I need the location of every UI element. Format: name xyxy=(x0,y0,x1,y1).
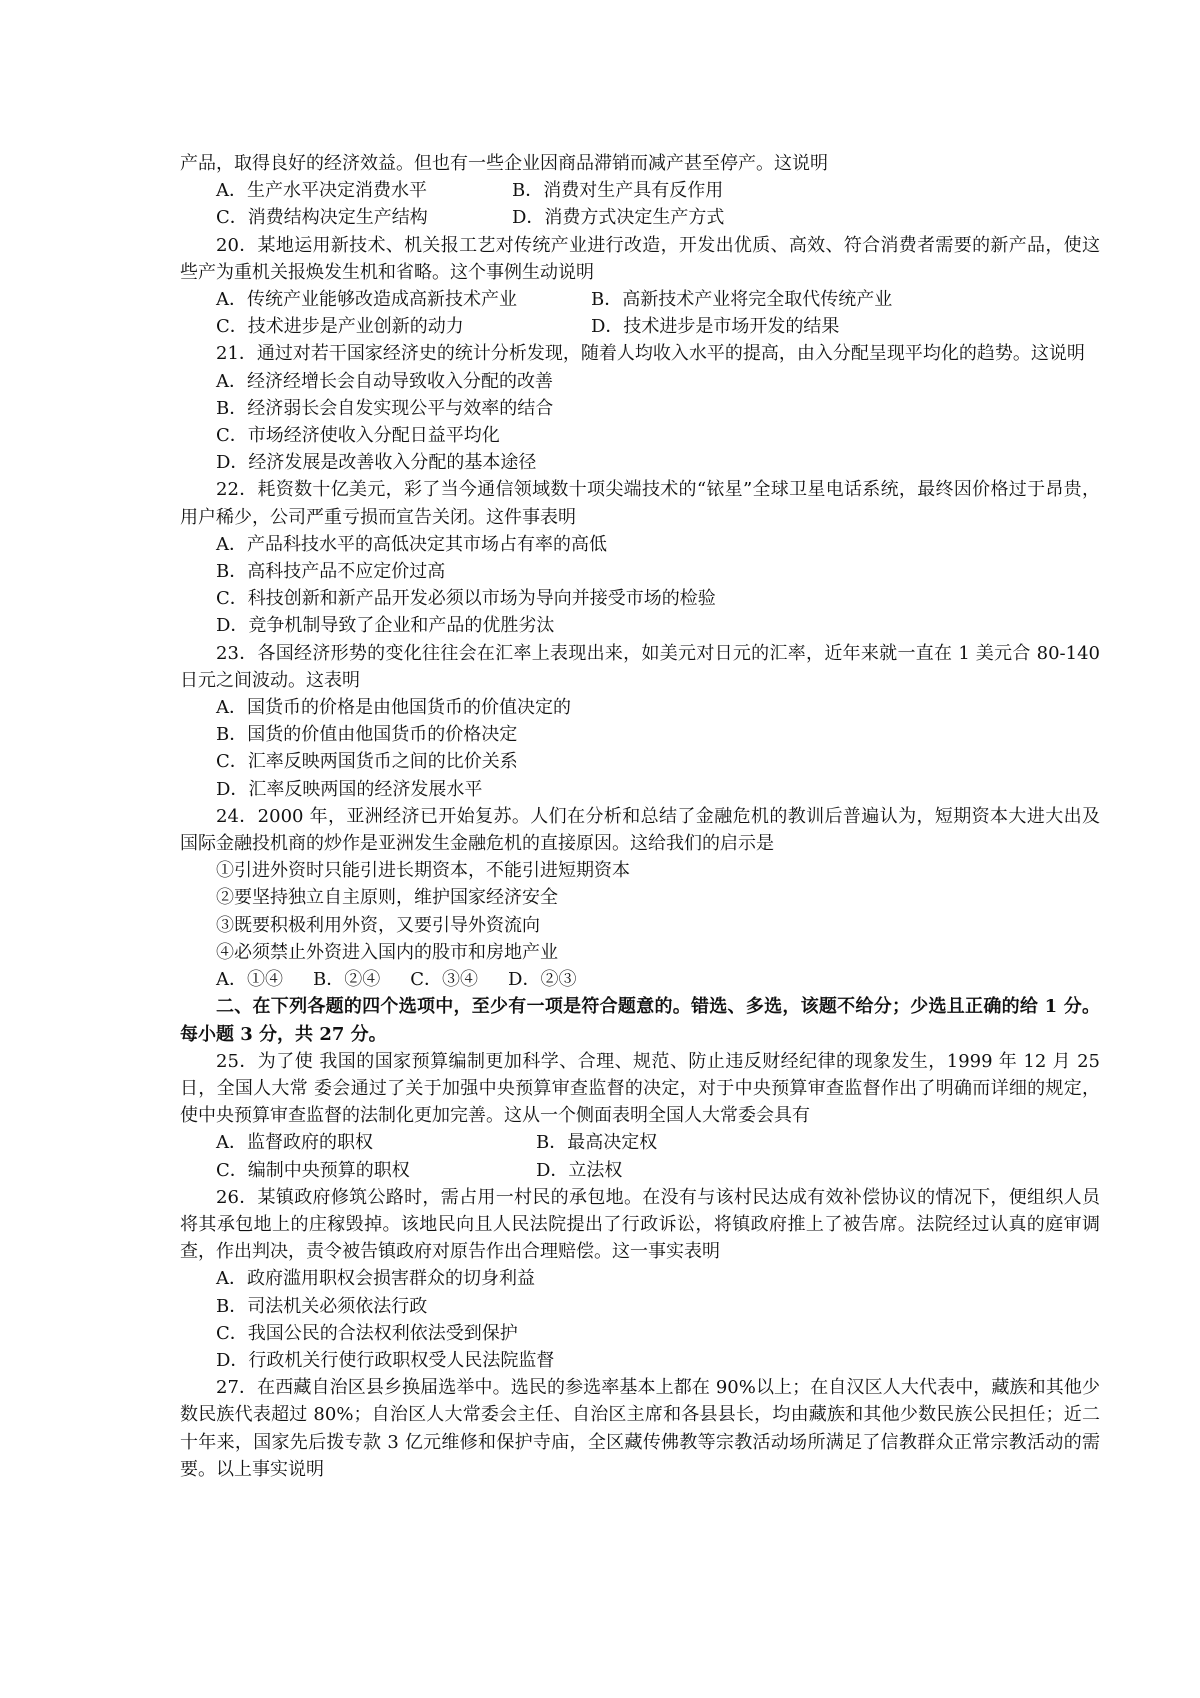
q26-stem: 26．某镇政府修筑公路时，需占用一村民的承包地。在没有与该村民达成有效补偿协议的情况下，便组织人员将其承包地上的庄稼毁掉。该地民向且人民法院提出了行政诉讼，将镇政府推上了被告席。法院经过认真的庭审调查，作出判决，责令被告镇政府对原告作出合理赔偿。这一事实表明 xyxy=(180,1186,1100,1263)
q19-options-row-1 xyxy=(180,177,1100,204)
q27-stem: 27．在西藏自治区县乡换届选举中。选民的参选率基本上都在 90%以上；在自汉区人大代表中，藏族和其他少数民族代表超过 80%；自治区人大常委会主任、自治区主席和各县县长，均由藏族和其他少数民族公民担任；近二十年来，国家先后拨专款 3 亿元维修和保护寺庙，全区藏传佛教等宗教活动场所满足了信教群众正常宗教活动的需要。以上事实说明 xyxy=(180,1377,1100,1480)
q19-options-row-2 xyxy=(180,204,1100,231)
q24-option-d: D．②③ xyxy=(508,969,577,991)
q24-statement-2: ②要坚持独立自主原则，维护国家经济安全 xyxy=(216,887,558,909)
q20-option-a: A．传统产业能够改造成高新技术产业 xyxy=(216,289,517,311)
q21-option-c: C．市场经济使收入分配日益平均化 xyxy=(216,425,500,447)
q19-option-a: A．生产水平决定消费水平 xyxy=(216,180,427,202)
q21-stem: 21．通过对若干国家经济史的统计分析发现，随着人均收入水平的提高，由入分配呈现平均化的趋势。这说明 xyxy=(216,343,1085,365)
q25-option-d: D．立法权 xyxy=(536,1159,623,1181)
q21-option-b: B．经济弱长会自发实现公平与效率的结合 xyxy=(216,397,554,419)
q19-option-b: B．消费对生产具有反作用 xyxy=(512,180,724,202)
q24-statement-3: ③既要积极利用外资，又要引导外资流向 xyxy=(216,914,540,936)
q23-option-a: A．国货币的价格是由他国货币的价值决定的 xyxy=(216,697,571,719)
q20-options-row-1 xyxy=(180,286,1100,313)
q26-option-a: A．政府滥用职权会损害群众的切身利益 xyxy=(216,1268,535,1290)
q24-statement-4: ④必须禁止外资进入国内的股市和房地产业 xyxy=(216,941,558,963)
q26-option-c: C．我国公民的合法权利依法受到保护 xyxy=(216,1322,518,1344)
q20-option-b: B．高新技术产业将完全取代传统产业 xyxy=(591,289,893,311)
q20-stem: 20．某地运用新技术、机关报工艺对传统产业进行改造，开发出优质、高效、符合消费者需要的新产品，使这些产为重机关报焕发生机和省略。这个事例生动说明 xyxy=(180,234,1100,283)
q25-options-row-2 xyxy=(180,1157,1100,1184)
q21-option-a: A．经济经增长会自动导致收入分配的改善 xyxy=(216,370,553,392)
q22-stem: 22．耗资数十亿美元，彩了当今通信领域数十项尖端技术的“铱星”全球卫星电话系统，最终因价格过于昂贵，用户稀少，公司严重亏损而宣告关闭。这件事表明 xyxy=(180,479,1100,528)
q24-statement-1: ①引进外资时只能引进长期资本，不能引进短期资本 xyxy=(216,860,630,882)
q25-option-a: A．监督政府的职权 xyxy=(216,1132,373,1154)
q20-options-row-2 xyxy=(180,313,1100,340)
q22-option-d: D．竞争机制导致了企业和产品的优胜劣汰 xyxy=(216,615,555,637)
q19-option-c: C．消费结构决定生产结构 xyxy=(216,207,428,229)
q23-stem: 23．各国经济形势的变化往往会在汇率上表现出来，如美元对日元的汇率，近年来就一直在 1 美元合 80-140 日元之间波动。这表明 xyxy=(180,642,1100,691)
q23-option-d: D．汇率反映两国的经济发展水平 xyxy=(216,778,483,800)
q25-stem: 25．为了使 我国的国家预算编制更加科学、合理、规范、防止违反财经纪律的现象发生，1999 年 12 月 25 日，全国人大常 委会通过了关于加强中央预算审查监督的决定，对于中央预算审查监督作出了明确而详细的规定，使中央预算审查监督的法制化更加完善。这从一个侧面表明全国人大常委会具有 xyxy=(180,1050,1100,1127)
q23-option-b: B．国货的价值由他国货币的价格决定 xyxy=(216,724,518,746)
q24-options-row xyxy=(180,966,1100,993)
q21-option-d: D．经济发展是改善收入分配的基本途径 xyxy=(216,452,537,474)
q24-option-c: C．③④ xyxy=(410,969,479,991)
q22-option-c: C．科技创新和新产品开发必须以市场为导向并接受市场的检验 xyxy=(216,588,716,610)
q19-stem-tail: 产品，取得良好的经济效益。但也有一些企业因商品滞销而减产甚至停产。这说明 xyxy=(180,153,828,174)
q23-option-c: C．汇率反映两国货币之间的比价关系 xyxy=(216,751,518,773)
q24-option-b: B．②④ xyxy=(313,969,381,991)
page-content xyxy=(180,150,1100,1483)
q22-option-b: B．高科技产品不应定价过高 xyxy=(216,561,446,583)
section-2-heading: 二、在下列各题的四个选项中，至少有一项是符合题意的。错选、多选，该题不给分；少选且正确的给 1 分。每小题 3 分，共 27 分。 xyxy=(180,996,1100,1045)
q25-option-c: C．编制中央预算的职权 xyxy=(216,1159,410,1181)
q25-options-row-1 xyxy=(180,1129,1100,1156)
q19-option-d: D．消费方式决定生产方式 xyxy=(512,207,725,229)
q26-option-b: B．司法机关必须依法行政 xyxy=(216,1295,428,1317)
q25-option-b: B．最高决定权 xyxy=(536,1132,658,1154)
q24-stem: 24．2000 年，亚洲经济已开始复苏。人们在分析和总结了金融危机的教训后普遍认为，短期资本大进大出及国际金融投机商的炒作是亚洲发生金融危机的直接原因。这给我们的启示是 xyxy=(180,805,1100,855)
q24-option-a: A．①④ xyxy=(216,969,283,991)
q26-option-d: D．行政机关行使行政职权受人民法院监督 xyxy=(216,1349,555,1371)
q20-option-c: C．技术进步是产业创新的动力 xyxy=(216,316,464,338)
q22-option-a: A．产品科技水平的高低决定其市场占有率的高低 xyxy=(216,533,607,555)
q20-option-d: D．技术进步是市场开发的结果 xyxy=(591,316,840,338)
